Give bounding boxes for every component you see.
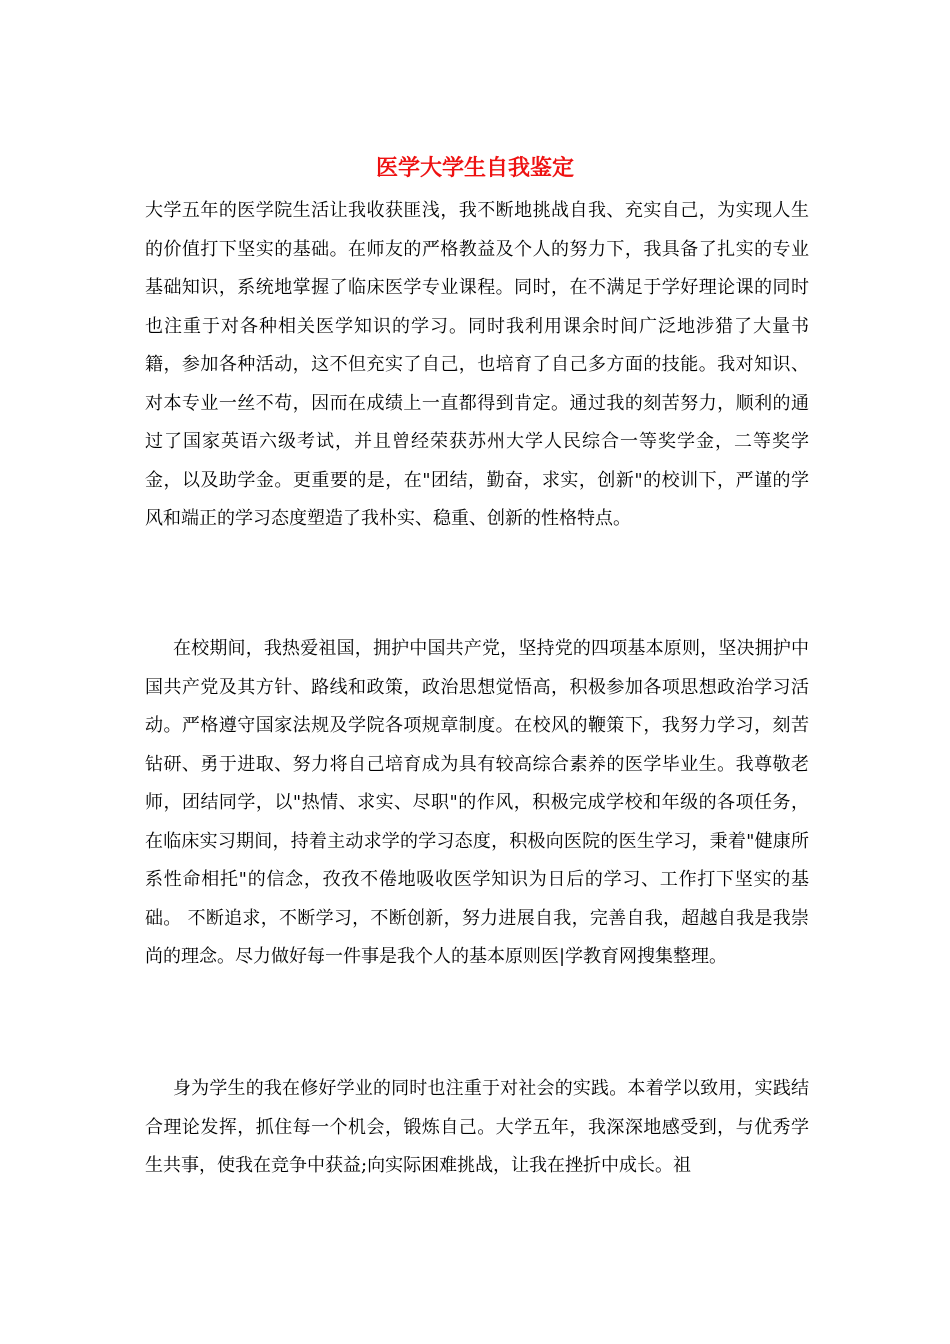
paragraph-1: 大学五年的医学院生活让我收获匪浅，我不断地挑战自我、充实自己，为实现人生的价值打下坚实的基础。在师友的严格教益及个人的努力下，我具备了扎实的专业基础知识，系统地掌握了临床医学专业课程。同时，在不满足于学好理论课的同时也注重于对各种相关医学知识的学习。同时我利用课余时间广泛地涉猎了大量书籍，参加各种活动，这不但充实了自己，也培育了自己多方面的技能。我对知识、对本专业一丝不苟，因而在成绩上一直都得到肯定。通过我的刻苦努力，顺利的通过了国家英语六级考试，并且曾经荣获苏州大学人民综合一等奖学金，二等奖学金，以及助学金。更重要的是，在"团结，勤奋，求实，创新"的校训下，严谨的学风和端正的学习态度塑造了我朴实、稳重、创新的性格特点。 <box>145 200 809 529</box>
paragraph-2: 在校期间，我热爱祖国，拥护中国共产党，坚持党的四项基本原则，坚决拥护中国共产党及其方针、路线和政策，政治思想觉悟高，积极参加各项思想政治学习活动。严格遵守国家法规及学院各项规章制度。在校风的鞭策下，我努力学习，刻苦钻研、勇于进取、努力将自己培育成为具有较高综合素养的医学毕业生。我尊敬老师，团结同学，以"热情、求实、尽职"的作风，积极完成学校和年级的各项任务，在临床实习期间，持着主动求学的学习态度，积极向医院的医生学习，秉着"健康所系性命相托"的信念，孜孜不倦地吸收医学知识为日后的学习、工作打下坚实的基础。 不断追求，不断学习，不断创新，努力进展自我，完善自我，超越自我是我崇尚的理念。尽力做好每一件事是我个人的基本原则医|学教育网搜集整理。 <box>145 638 809 967</box>
document-title: 医学大学生自我鉴定 <box>375 155 574 181</box>
paragraph-3: 身为学生的我在修好学业的同时也注重于对社会的实践。本着学以致用，实践结合理论发挥，抓住每一个机会，锻炼自己。大学五年，我深深地感受到，与优秀学生共事，使我在竞争中获益;向实际困难挑战，让我在挫折中成长。祖 <box>145 1078 809 1176</box>
